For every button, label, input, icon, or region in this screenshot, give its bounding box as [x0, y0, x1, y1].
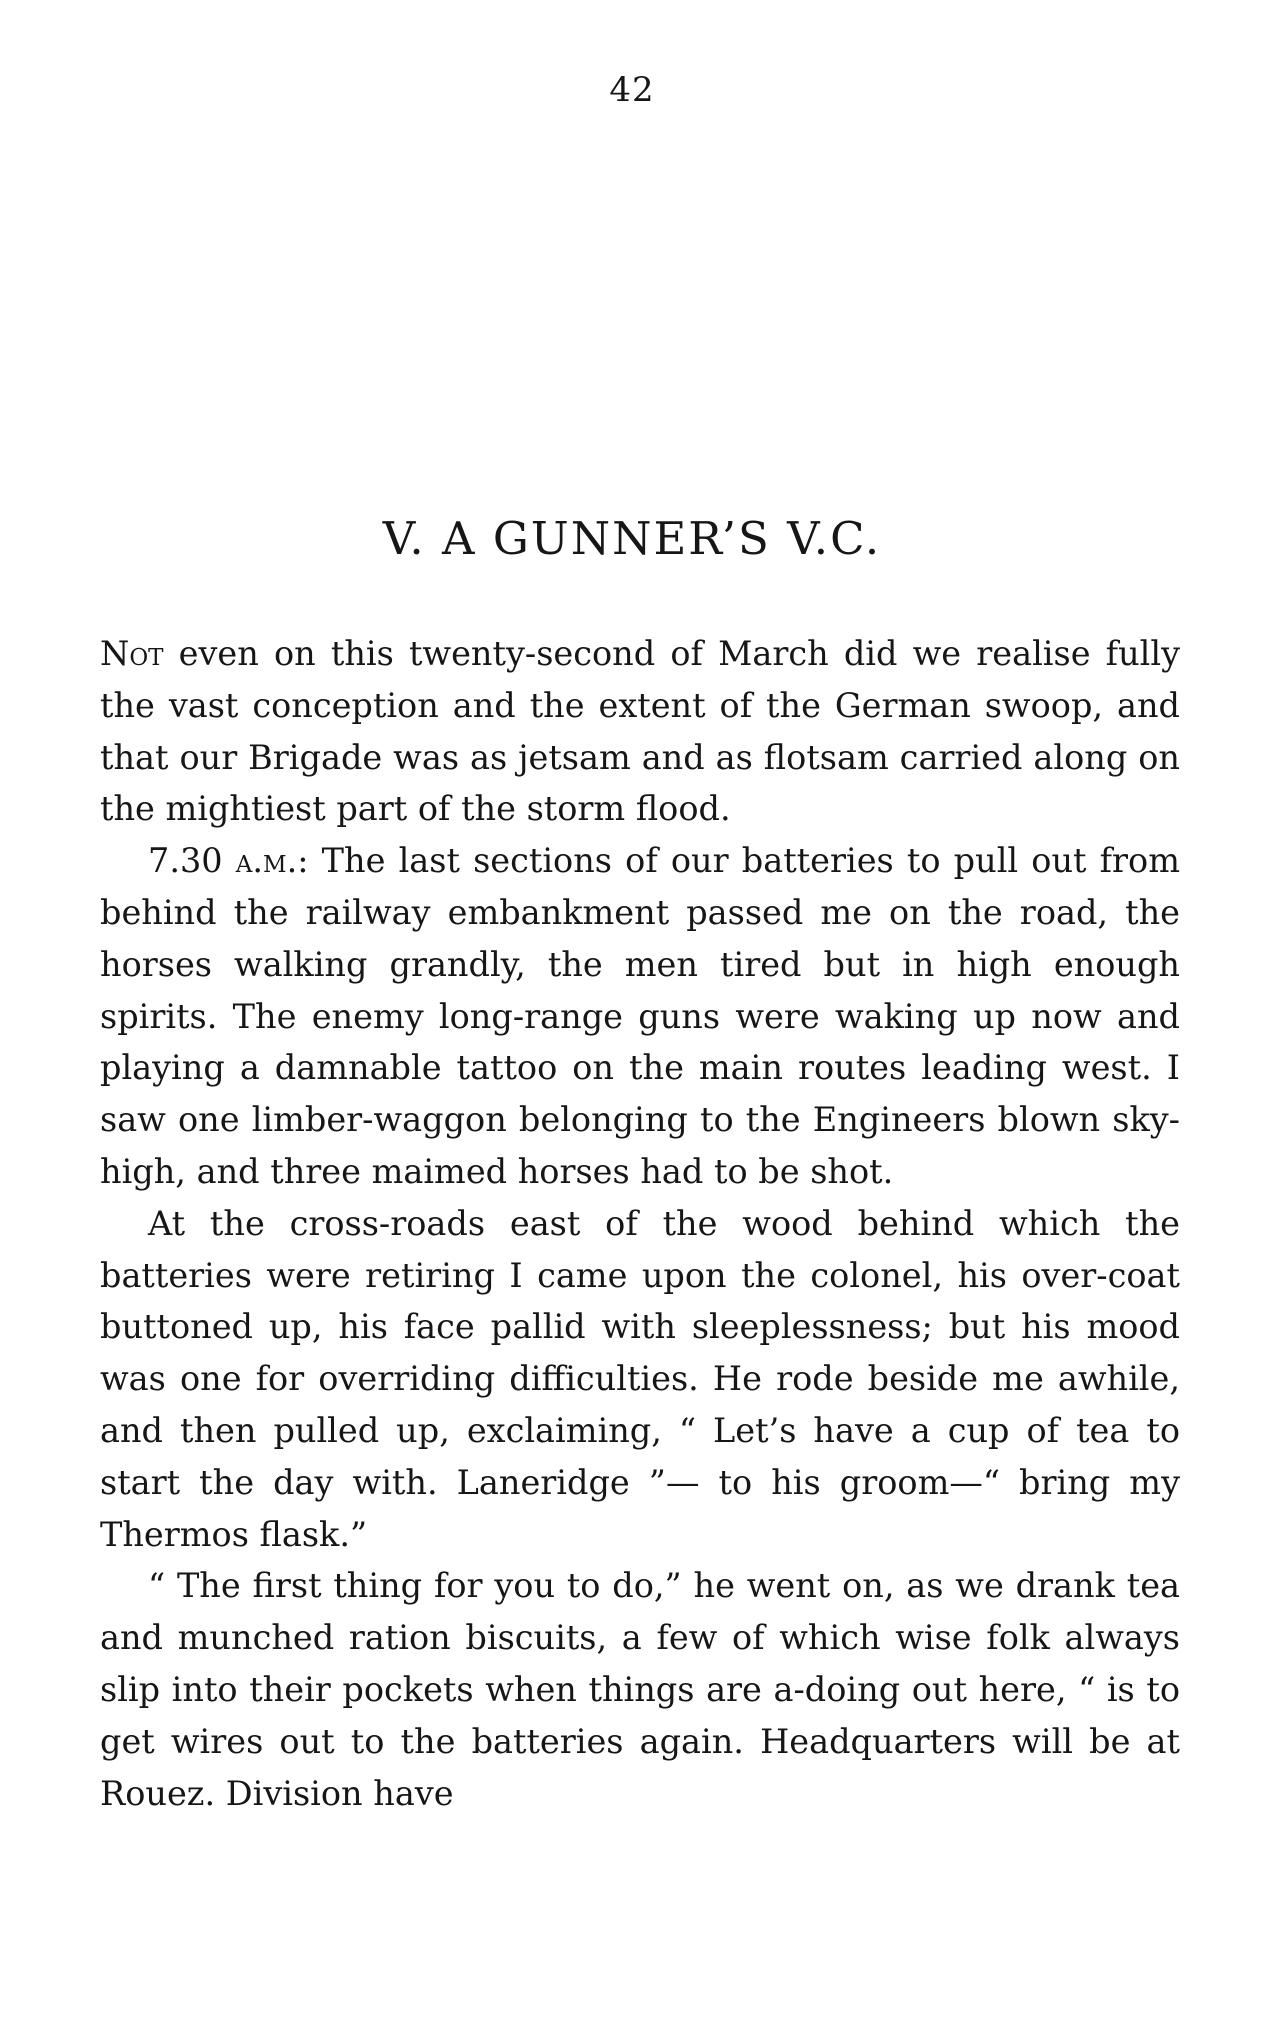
paragraph-text: At the cross-roads east of the wood behind which the batteries were retiring I came upon the colonel, his over-coat buttoned up, his face pallid with sleeplessness; but his mood was one for overriding difficulties. He rode beside me awhile, and then pulled up, exclaiming, “ Let’s have a cup of tea to start the day with. Laneridge ”— to his groom—“ bring my Thermos flask.” — [100, 1203, 1180, 1554]
paragraph-text: : The last sections of our batteries to pull out from behind the railway embankment passed me on the road, the horses walking grandly, the men tired but in high enough spirits. The enemy long-range guns were waking up now and playing a damnable tattoo on the main routes leading west. I saw one limber-waggon belonging to the Engineers blown sky-high, and three maimed horses had to be shot. — [100, 841, 1180, 1191]
page-number: 42 — [609, 70, 655, 110]
paragraph — [100, 1198, 1180, 1561]
paragraph-text: even on this twenty-second of March did we realise fully the vast conception and the extent of the German swoop, and that our Brigade was as jetsam and as flotsam carried along on the mightiest part of the storm flood. — [100, 634, 1180, 829]
paragraph — [100, 628, 1180, 835]
time-suffix: a.m. — [235, 841, 298, 881]
chapter-title: V. A GUNNER’S V.C. — [382, 512, 882, 565]
paragraph-text: “ The first thing for you to do,” he went on, as we drank tea and munched ration biscuits, a few of which wise folk always slip into their pockets when things are a-doing out here, “ is to get wires out to the batteries again. Headquarters will be at Rouez. Division have — [100, 1566, 1180, 1813]
body-text — [100, 628, 1180, 1819]
drop-lead-word: Not — [100, 634, 164, 673]
time-stamp: 7.30 — [148, 841, 223, 881]
paragraph — [100, 1560, 1180, 1819]
paragraph — [100, 835, 1180, 1198]
